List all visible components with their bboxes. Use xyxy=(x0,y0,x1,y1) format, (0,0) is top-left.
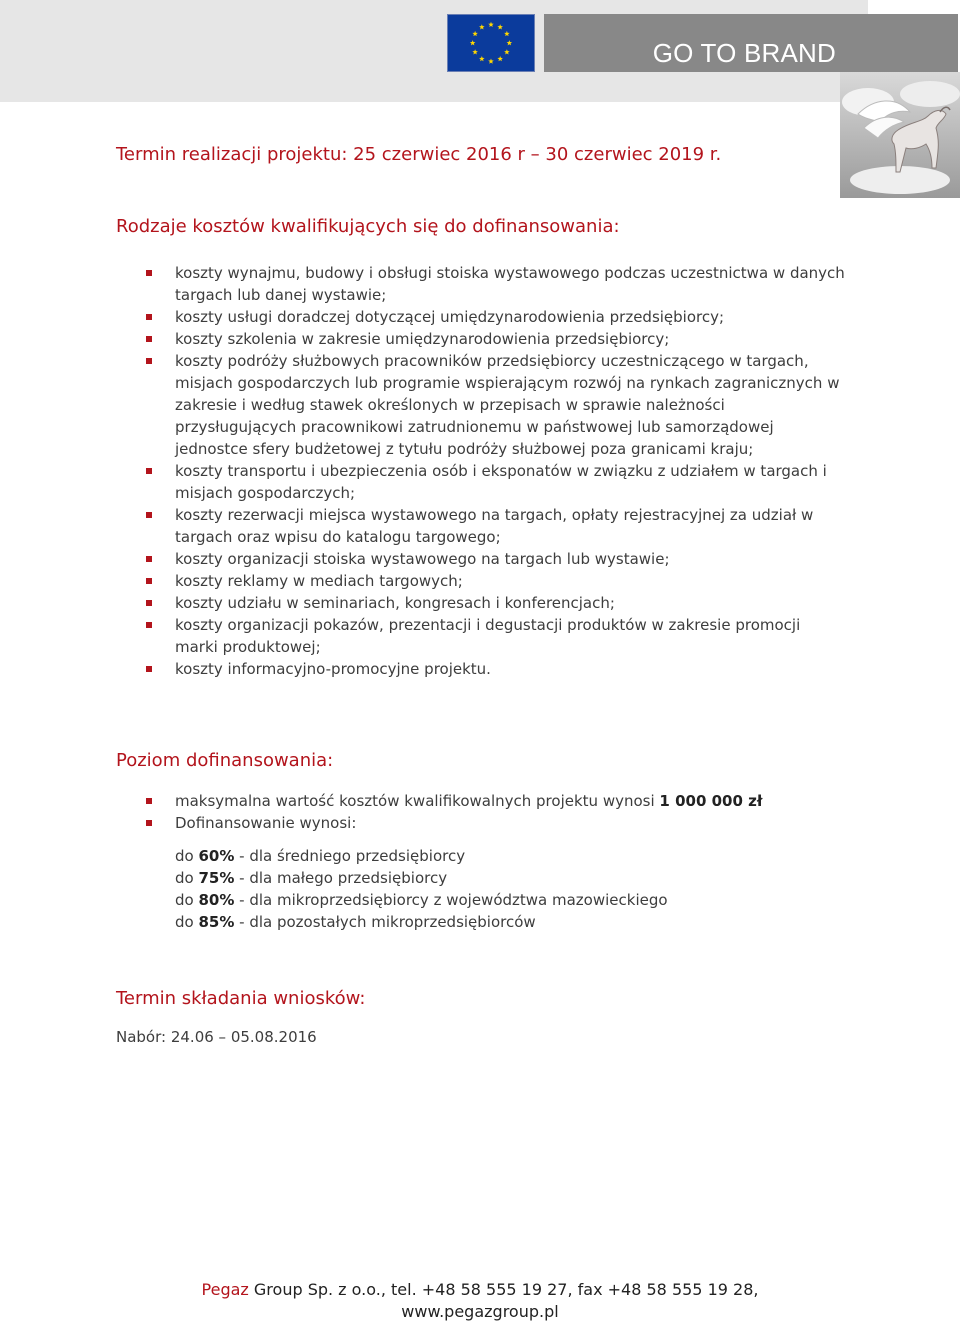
bullet-icon xyxy=(146,336,152,342)
list-item: koszty rezerwacji miejsca wystawowego na targach, opłaty rejestracyjnej za udział w targach oraz wpisu do katalogu targowego; xyxy=(146,504,846,548)
max-value: 1 000 000 zł xyxy=(659,792,763,810)
list-item: koszty szkolenia w zakresie umiędzynarodowienia przedsiębiorcy; xyxy=(146,328,846,350)
bullet-icon xyxy=(146,358,152,364)
bullet-icon xyxy=(146,798,152,804)
list-item: koszty reklamy w mediach targowych; xyxy=(146,570,846,592)
list-item: koszty udziału w seminariach, kongresach i konferencjach; xyxy=(146,592,846,614)
bullet-icon xyxy=(146,666,152,672)
list-item: koszty podróży służbowych pracowników przedsiębiorcy uczestniczącego w targach, misjach gospodarczych lub programie wspierającym rozwój na rynkach zagranicznych w zakresie i według stawek określonych w przepisach w sprawie należności przysługujących pracownikowi zatrudnionemu w państwowej lub samorządowej jednostce sfery budżetowej z tytułu podróży służbowej poza granicami kraju; xyxy=(146,350,846,460)
list-item: koszty wynajmu, budowy i obsługi stoiska wystawowego podczas uczestnictwa w danych targach lub danej wystawie; xyxy=(146,262,846,306)
eu-stars xyxy=(448,15,534,71)
bullet-icon xyxy=(146,556,152,562)
footer-contact: Pegaz Group Sp. z o.o., tel. +48 58 555 19 27, fax +48 58 555 19 28, xyxy=(201,1280,759,1299)
eu-flag-icon xyxy=(447,14,535,72)
costs-list xyxy=(146,262,846,680)
funding-heading: Poziom dofinansowania: xyxy=(116,750,334,771)
list-item: Dofinansowanie wynosi: xyxy=(146,812,886,834)
deadline-text: Nabór: 24.06 – 05.08.2016 xyxy=(116,1028,317,1046)
footer-brand: Pegaz xyxy=(201,1280,249,1299)
list-item: koszty informacyjno-promocyjne projektu. xyxy=(146,658,846,680)
bullet-icon xyxy=(146,512,152,518)
level-row: do 60% - dla średniego przedsiębiorcy xyxy=(175,847,466,865)
costs-heading: Rodzaje kosztów kwalifikujących się do dofinansowania: xyxy=(116,216,620,237)
list-item: koszty organizacji pokazów, prezentacji i degustacji produktów w zakresie promocji marki produktowej; xyxy=(146,614,846,658)
funding-levels xyxy=(175,845,668,933)
bullet-icon xyxy=(146,578,152,584)
list-item: koszty usługi doradczej dotyczącej umiędzynarodowienia przedsiębiorcy; xyxy=(146,306,846,328)
brand-label: GO TO BRAND xyxy=(652,38,836,68)
pegasus-logo-icon xyxy=(840,72,960,198)
funding-list xyxy=(146,790,886,834)
list-item: koszty organizacji stoiska wystawowego na targach lub wystawie; xyxy=(146,548,846,570)
footer-url[interactable]: www.pegazgroup.pl xyxy=(401,1302,559,1321)
bullet-icon xyxy=(146,314,152,320)
list-item: maksymalna wartość kosztów kwalifikowalnych projektu wynosi 1 000 000 zł xyxy=(146,790,886,812)
list-item: koszty transportu i ubezpieczenia osób i eksponatów w związku z udziałem w targach i misjach gospodarczych; xyxy=(146,460,846,504)
bullet-icon xyxy=(146,270,152,276)
level-row: do 75% - dla małego przedsiębiorcy xyxy=(175,869,448,887)
level-row: do 85% - dla pozostałych mikroprzedsiębiorców xyxy=(175,913,536,931)
bullet-icon xyxy=(146,622,152,628)
project-term: Termin realizacji projektu: 25 czerwiec 2016 r – 30 czerwiec 2019 r. xyxy=(116,144,722,165)
bullet-icon xyxy=(146,600,152,606)
deadline-heading: Termin składania wniosków: xyxy=(116,988,366,1009)
level-row: do 80% - dla mikroprzedsiębiorcy z województwa mazowieckiego xyxy=(175,891,668,909)
bullet-icon xyxy=(146,468,152,474)
bullet-icon xyxy=(146,820,152,826)
brand-box xyxy=(544,14,958,72)
